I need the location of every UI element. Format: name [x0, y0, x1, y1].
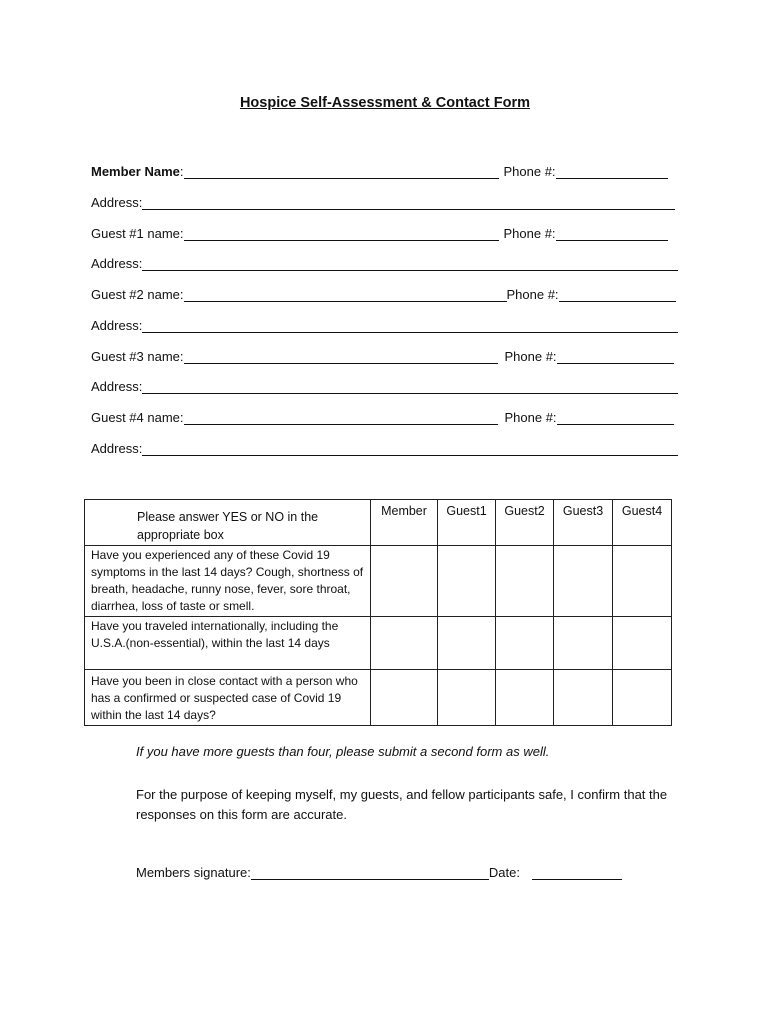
member-phone-field[interactable]: [556, 164, 668, 179]
answer-cell-guest1[interactable]: [438, 670, 496, 726]
guest1-name-label: Guest #1 name:: [91, 226, 184, 241]
questionnaire-table: [84, 499, 672, 726]
question-travel: Have you traveled internationally, including the U.S.A.(non-essential), within the last 14 days: [85, 617, 371, 670]
answer-cell-guest3[interactable]: [554, 670, 613, 726]
page-title: Hospice Self-Assessment & Contact Form: [239, 95, 531, 111]
guest2-address-row: [91, 316, 678, 334]
table-row: [85, 617, 672, 670]
guest3-name-label: Guest #3 name:: [91, 349, 184, 364]
table-row: [85, 670, 672, 726]
answer-cell-guest3[interactable]: [554, 617, 613, 670]
answer-cell-guest1[interactable]: [438, 546, 496, 617]
member-address-field[interactable]: [142, 195, 675, 210]
signature-row: [136, 865, 622, 881]
guest4-name-label: Guest #4 name:: [91, 410, 184, 425]
answer-cell-guest4[interactable]: [613, 546, 672, 617]
guest3-address-row: [91, 377, 678, 395]
guest3-phone-label: Phone #:: [504, 349, 557, 364]
answer-cell-guest2[interactable]: [496, 546, 554, 617]
guest2-name-row: [91, 285, 676, 303]
answer-cell-guest1[interactable]: [438, 617, 496, 670]
member-name-colon: :: [179, 164, 184, 179]
member-phone-label: Phone #:: [503, 164, 556, 179]
confirmation-text: For the purpose of keeping myself, my guests, and fellow participants safe, I confirm that the responses on this form are accurate.: [136, 787, 668, 822]
question-symptoms: Have you experienced any of these Covid 19 symptoms in the last 14 days? Cough, shortness of breath, headache, runny nose, fever, sore throat, diarrhea, loss of taste or smell.: [85, 546, 371, 617]
question-contact: Have you been in close contact with a person who has a confirmed or suspected case of Covid 19 within the last 14 days?: [85, 670, 371, 726]
guest3-name-row: [91, 347, 674, 365]
column-header-guest4: Guest4: [613, 500, 672, 546]
table-header-row: [85, 500, 672, 546]
guest2-phone-field[interactable]: [559, 287, 676, 302]
guest2-address-label: Address:: [91, 318, 143, 333]
guest2-address-field[interactable]: [142, 318, 678, 333]
answer-cell-guest2[interactable]: [496, 670, 554, 726]
instruction-text: Please answer YES or NO in the appropriate box: [137, 510, 319, 542]
guest2-name-field[interactable]: [184, 287, 507, 302]
instruction-cell: [85, 500, 371, 546]
signature-field[interactable]: [251, 865, 489, 880]
guest3-address-label: Address:: [91, 379, 143, 394]
answer-cell-member[interactable]: [371, 617, 438, 670]
guest1-address-label: Address:: [91, 256, 143, 271]
guest2-name-label: Guest #2 name:: [91, 287, 184, 302]
column-header-guest2: Guest2: [496, 500, 554, 546]
date-label: Date:: [488, 865, 520, 880]
guest3-address-field[interactable]: [142, 379, 678, 394]
answer-cell-guest4[interactable]: [613, 617, 672, 670]
member-address-row: [91, 193, 675, 211]
guest4-phone-field[interactable]: [557, 410, 674, 425]
date-field[interactable]: [532, 865, 622, 880]
guest4-address-field[interactable]: [142, 441, 678, 456]
guest4-name-field[interactable]: [184, 410, 498, 425]
member-address-label: Address:: [91, 195, 143, 210]
guest1-phone-label: Phone #:: [503, 226, 556, 241]
guest2-phone-label: Phone #:: [506, 287, 559, 302]
guest1-name-field[interactable]: [184, 226, 499, 241]
table-row: [85, 546, 672, 617]
answer-cell-guest3[interactable]: [554, 546, 613, 617]
member-name-label: Member Name: [91, 164, 180, 179]
answer-cell-guest4[interactable]: [613, 670, 672, 726]
guest1-address-field[interactable]: [142, 256, 678, 271]
column-header-guest3: Guest3: [554, 500, 613, 546]
answer-cell-guest2[interactable]: [496, 617, 554, 670]
guest4-phone-label: Phone #:: [504, 410, 557, 425]
guest1-phone-field[interactable]: [556, 226, 668, 241]
guest4-address-label: Address:: [91, 441, 143, 456]
member-name-field[interactable]: [184, 164, 499, 179]
guest1-name-row: [91, 224, 668, 242]
member-name-row: [91, 162, 668, 180]
guest4-address-row: [91, 439, 678, 457]
guest3-phone-field[interactable]: [557, 349, 674, 364]
guest4-name-row: [91, 408, 674, 426]
guest3-name-field[interactable]: [184, 349, 498, 364]
guest1-address-row: [91, 254, 678, 272]
answer-cell-member[interactable]: [371, 670, 438, 726]
extra-guests-note: If you have more guests than four, please submit a second form as well.: [136, 744, 550, 759]
column-header-member: Member: [371, 500, 438, 546]
column-header-guest1: Guest1: [438, 500, 496, 546]
signature-label: Members signature:: [136, 865, 251, 880]
answer-cell-member[interactable]: [371, 546, 438, 617]
